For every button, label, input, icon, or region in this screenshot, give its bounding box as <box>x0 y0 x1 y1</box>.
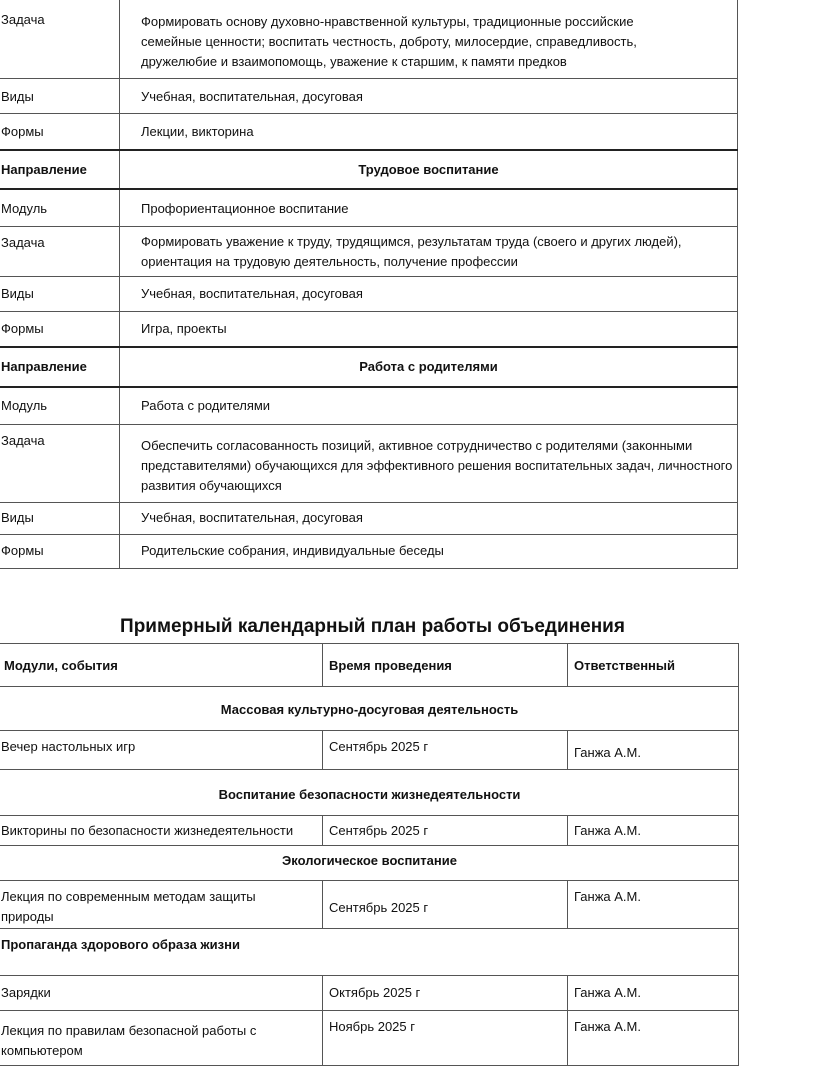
row-label: Направление <box>0 150 120 189</box>
row-label: Формы <box>0 114 120 150</box>
row-label: Задача <box>0 227 120 277</box>
event-name: Зарядки <box>0 976 323 1011</box>
event-name: Лекция по правилам безопасной работы с компьютером <box>0 1011 323 1066</box>
table-row <box>0 0 738 79</box>
event-time: Октябрь 2025 г <box>323 976 568 1011</box>
row-label: Модуль <box>0 189 120 227</box>
direction-title: Работа с родителями <box>120 347 738 387</box>
direction-row <box>0 347 738 387</box>
table-row <box>0 312 738 347</box>
event-name: Викторины по безопасности жизнедеятельности <box>0 816 323 846</box>
section-row <box>0 687 739 731</box>
event-responsible: Ганжа А.М. <box>568 881 739 929</box>
table-row <box>0 731 739 770</box>
row-label: Задача <box>0 0 120 79</box>
section-title: Массовая культурно-досуговая деятельность <box>0 687 739 731</box>
section-row <box>0 770 739 816</box>
row-value: Лекции, викторина <box>120 114 738 150</box>
event-time: Сентябрь 2025 г <box>323 816 568 846</box>
table-row <box>0 976 739 1011</box>
calendar-table <box>0 643 739 1066</box>
direction-row <box>0 150 738 189</box>
table-row <box>0 535 738 569</box>
row-label: Направление <box>0 347 120 387</box>
directions-table <box>0 0 738 569</box>
row-value: Формировать основу духовно-нравственной культуры, традиционные российские семейные ценности; воспитать честность, доброту, милосердие, справедливость, дружелюбие и взаимопомощь, уважение к старшим, к памяти предков <box>120 0 738 79</box>
table-row <box>0 227 738 277</box>
row-value: Профориентационное воспитание <box>120 189 738 227</box>
table-row <box>0 189 738 227</box>
section-title: Экологическое воспитание <box>0 846 739 881</box>
header-time: Время проведения <box>323 644 568 687</box>
header-modules: Модули, события <box>0 644 323 687</box>
calendar-title: Примерный календарный план работы объединения <box>120 616 625 637</box>
table-row <box>0 816 739 846</box>
row-value: Учебная, воспитательная, досуговая <box>120 503 738 535</box>
table-row <box>0 277 738 312</box>
event-responsible: Ганжа А.М. <box>568 976 739 1011</box>
row-value: Обеспечить согласованность позиций, активное сотрудничество с родителями (законными представителями) обучающихся для эффективного решения воспитательных задач, личностного развития обучающихся <box>120 425 738 503</box>
row-label: Формы <box>0 312 120 347</box>
event-responsible: Ганжа А.М. <box>568 1011 739 1066</box>
direction-title: Трудовое воспитание <box>120 150 738 189</box>
event-responsible: Ганжа А.М. <box>568 731 739 770</box>
table-row <box>0 79 738 114</box>
row-value: Родительские собрания, индивидуальные беседы <box>120 535 738 569</box>
row-value: Работа с родителями <box>120 387 738 425</box>
section-row <box>0 846 739 881</box>
row-label: Виды <box>0 277 120 312</box>
event-name: Вечер настольных игр <box>0 731 323 770</box>
section-title: Воспитание безопасности жизнедеятельности <box>0 770 739 816</box>
row-label: Виды <box>0 79 120 114</box>
table-row <box>0 387 738 425</box>
event-name: Лекция по современным методам защиты природы <box>0 881 323 929</box>
header-row <box>0 644 739 687</box>
row-label: Виды <box>0 503 120 535</box>
table-row <box>0 425 738 503</box>
header-responsible: Ответственный <box>568 644 739 687</box>
event-time: Сентябрь 2025 г <box>323 881 568 929</box>
row-value: Формировать уважение к труду, трудящимся, результатам труда (своего и других людей), ориентация на трудовую деятельность, получение профессии <box>120 227 738 277</box>
row-value: Учебная, воспитательная, досуговая <box>120 277 738 312</box>
event-time: Сентябрь 2025 г <box>323 731 568 770</box>
event-responsible: Ганжа А.М. <box>568 816 739 846</box>
event-time: Ноябрь 2025 г <box>323 1011 568 1066</box>
row-value: Учебная, воспитательная, досуговая <box>120 79 738 114</box>
row-label: Модуль <box>0 387 120 425</box>
table-row <box>0 1011 739 1066</box>
section-title: Пропаганда здорового образа жизни <box>0 929 739 976</box>
table-row <box>0 503 738 535</box>
row-value: Игра, проекты <box>120 312 738 347</box>
row-label: Задача <box>0 425 120 503</box>
table-row <box>0 881 739 929</box>
table-row <box>0 114 738 150</box>
section-row <box>0 929 739 976</box>
row-label: Формы <box>0 535 120 569</box>
